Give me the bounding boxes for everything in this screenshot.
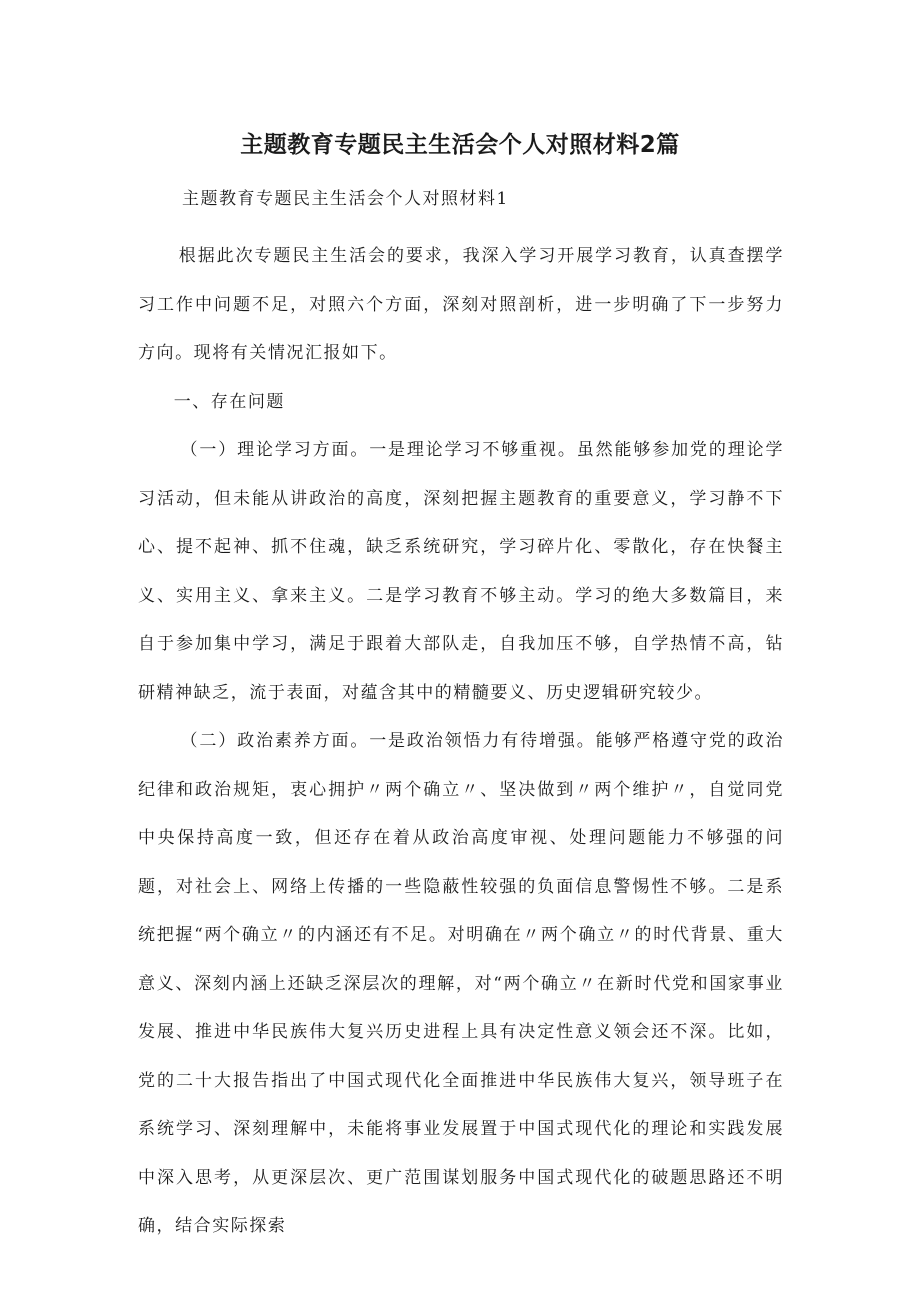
document-body [138,232,784,1251]
section-heading: 一、存在问题 [173,391,285,412]
intro-paragraph: 根据此次专题民主生活会的要求，我深入学习开展学习教育，认真查摆学习工作中问题不足，对照六个方面，深刻对照剖析，进一步明确了下一步努力方向。现将有关情况汇报如下。 [138,246,784,363]
document-subtitle: 主题教育专题民主生活会个人对照材料1 [182,189,509,209]
document-title: 主题教育专题民主生活会个人对照材料2篇 [240,132,680,158]
theory-study-paragraph: （一）理论学习方面。一是理论学习不够重视。虽然能够参加党的理论学习活动，但未能从讲政治的高度，深刻把握主题教育的重要意义，学习静不下心、提不起神、抓不住魂，缺乏系统研究，学习碎片化、零散化，存在快餐主义、实用主义、拿来主义。二是学习教育不够主动。学习的绝大多数篇目，来自于参加集中学习，满足于跟着大部队走，自我加压不够，自学热情不高，钻研精神缺乏，流于表面，对蕴含其中的精髓要义、历史逻辑研究较少。 [138,440,784,703]
political-quality-paragraph: （二）政治素养方面。一是政治领悟力有待增强。能够严格遵守党的政治纪律和政治规矩，衷心拥护〃两个确立〃、坚决做到〃两个维护〃，自觉同党中央保持高度一致，但还存在着从政治高度审视、处理问题能力不够强的问题，对社会上、网络上传播的一些隐蔽性较强的负面信息警惕性不够。二是系统把握“两个确立〃的内涵还有不足。对明确在〃两个确立〃的时代背景、重大意义、深刻内涵上还缺乏深层次的理解，对“两个确立〃在新时代党和国家事业发展、推进中华民族伟大复兴历史进程上具有决定性意义领会还不深。比如，党的二十大报告指出了中国式现代化全面推进中华民族伟大复兴，领导班子在系统学习、深刻理解中，未能将事业发展置于中国式现代化的理论和实践发展中深入思考，从更深层次、更广范围谋划服务中国式现代化的破题思路还不明确，结合实际探索 [138,731,784,1236]
